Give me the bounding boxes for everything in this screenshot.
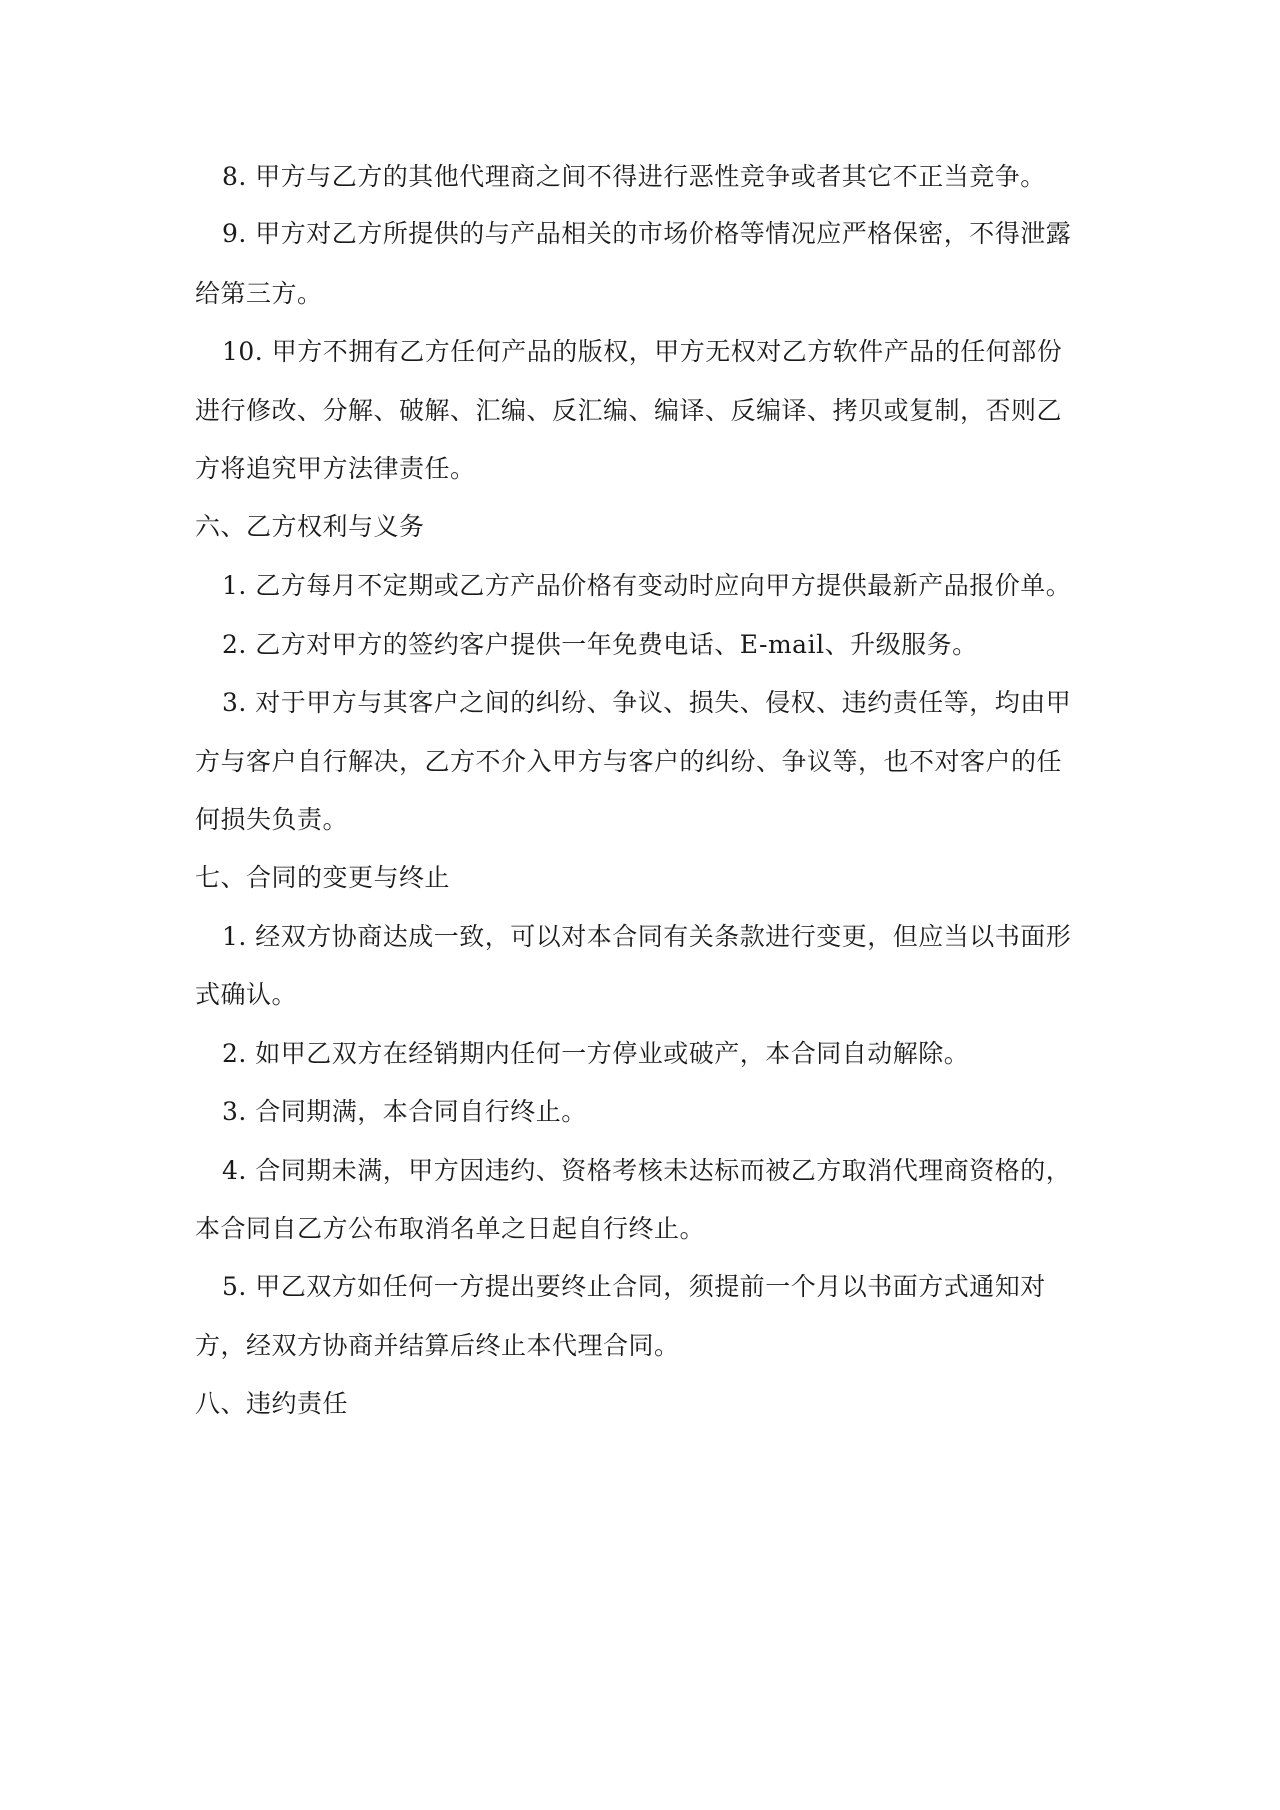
- clause-10-line-2: 进行修改、分解、破解、汇编、反汇编、编译、反编译、拷贝或复制，否则乙: [195, 396, 1063, 425]
- section-7-item-5-line-1: 5. 甲乙双方如任何一方提出要终止合同，须提前一个月以书面方式通知对: [222, 1272, 1046, 1301]
- section-6-item-3-line-3: 何损失负责。: [195, 805, 349, 834]
- section-6-item-1: 1. 乙方每月不定期或乙方产品价格有变动时应向甲方提供最新产品报价单。: [222, 571, 1072, 600]
- clause-10-line-1: 10. 甲方不拥有乙方任何产品的版权，甲方无权对乙方软件产品的任何部份: [222, 337, 1063, 366]
- section-7-item-2: 2. 如甲乙双方在经销期内任何一方停业或破产，本合同自动解除。: [222, 1039, 970, 1068]
- section-6-item-3-line-1: 3. 对于甲方与其客户之间的纠纷、争议、损失、侵权、违约责任等，均由甲: [222, 688, 1072, 717]
- section-7-item-4-line-1: 4. 合同期未满，甲方因违约、资格考核未达标而被乙方取消代理商资格的，: [222, 1156, 1072, 1185]
- clause-9-line-2: 给第三方。: [195, 279, 323, 308]
- section-7-item-3: 3. 合同期满，本合同自行终止。: [222, 1097, 587, 1126]
- section-7-heading: 七、合同的变更与终止: [195, 863, 451, 892]
- section-7-item-5-line-2: 方，经双方协商并结算后终止本代理合同。: [195, 1331, 680, 1360]
- section-8-heading: 八、违约责任: [195, 1389, 349, 1418]
- section-6-heading: 六、乙方权利与义务: [195, 512, 425, 541]
- clause-9-line-1: 9. 甲方对乙方所提供的与产品相关的市场价格等情况应严格保密，不得泄露: [222, 219, 1072, 248]
- section-6-item-3-line-2: 方与客户自行解决，乙方不介入甲方与客户的纠纷、争议等，也不对客户的任: [195, 747, 1063, 776]
- clause-10-line-3: 方将追究甲方法律责任。: [195, 454, 476, 483]
- section-6-item-2: 2. 乙方对甲方的签约客户提供一年免费电话、E-mail、升级服务。: [222, 630, 978, 659]
- section-7-item-1-line-1: 1. 经双方协商达成一致，可以对本合同有关条款进行变更，但应当以书面形: [222, 922, 1072, 951]
- clause-8-line-1: 8. 甲方与乙方的其他代理商之间不得进行恶性竞争或者其它不正当竞争。: [222, 162, 1046, 191]
- section-7-item-1-line-2: 式确认。: [195, 980, 298, 1009]
- section-7-item-4-line-2: 本合同自乙方公布取消名单之日起自行终止。: [195, 1214, 706, 1243]
